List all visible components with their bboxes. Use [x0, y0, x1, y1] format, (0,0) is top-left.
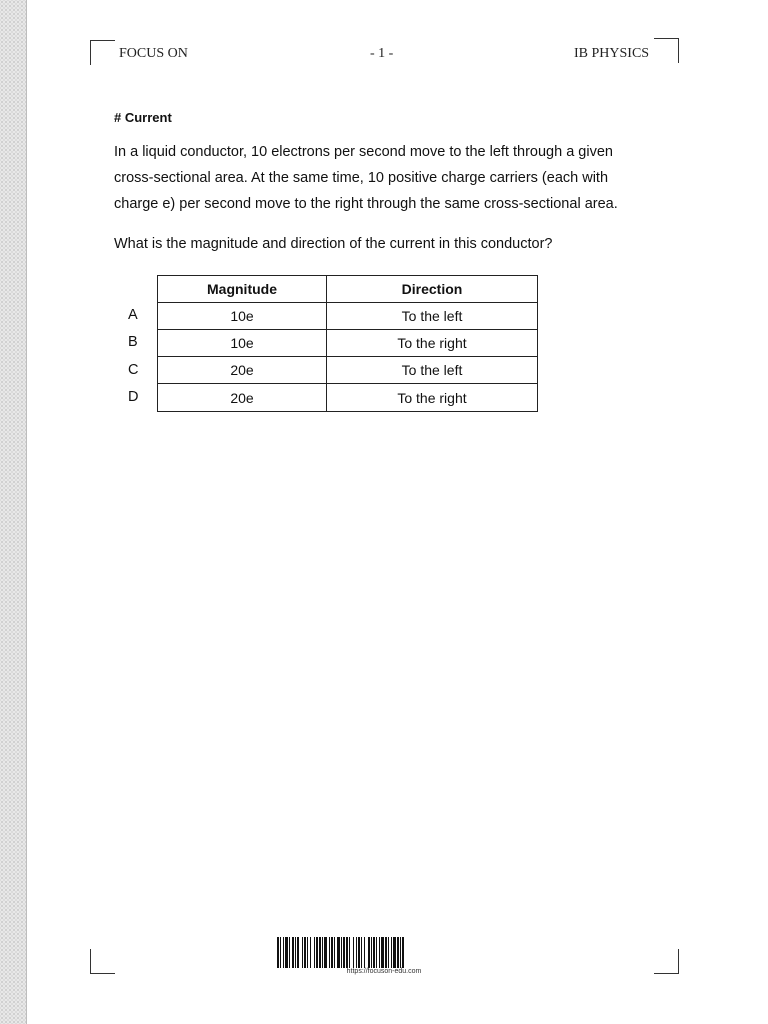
cell-magnitude: 20e [158, 357, 327, 384]
question-prompt: What is the magnitude and direction of the current in this conductor? [114, 236, 553, 252]
cell-direction: To the left [327, 303, 538, 330]
cell-direction: To the right [327, 330, 538, 357]
cell-magnitude: 20e [158, 384, 327, 412]
barcode-image [277, 937, 491, 968]
question-title: # Current [114, 110, 172, 125]
cell-magnitude: 10e [158, 303, 327, 330]
option-letter-a: A [128, 307, 138, 323]
page-number: - 1 - [370, 46, 394, 61]
header-left: FOCUS ON [119, 46, 188, 61]
question-body: In a liquid conductor, 10 electrons per second move to the left through a given cross-sectional area. At the same time, 10 positive charge carriers (each with charge e) per second move to the right through the same cross-sectional area. [114, 144, 618, 212]
option-letter-d: D [128, 388, 139, 405]
option-letters [128, 275, 138, 411]
crop-mark-bottom-right [654, 949, 679, 974]
option-letter-c: C [128, 361, 139, 378]
barcode-url: https://focuson-edu.com [346, 968, 422, 975]
page-edge-strip [0, 0, 27, 1024]
table-header-row [158, 276, 538, 303]
header-direction: Direction [327, 276, 538, 303]
cell-direction: To the left [327, 357, 538, 384]
options-table [157, 275, 538, 412]
header-right: IB PHYSICS [574, 46, 650, 61]
option-letter-b: B [128, 334, 138, 351]
table-row [158, 357, 538, 384]
table-row [158, 330, 538, 357]
cell-direction: To the right [327, 384, 538, 412]
crop-mark-top-left [90, 40, 115, 65]
crop-mark-bottom-left [90, 949, 115, 974]
header-magnitude: Magnitude [158, 276, 327, 303]
table-row [158, 384, 538, 412]
table-row [158, 303, 538, 330]
crop-mark-top-right [654, 38, 679, 63]
cell-magnitude: 10e [158, 330, 327, 357]
